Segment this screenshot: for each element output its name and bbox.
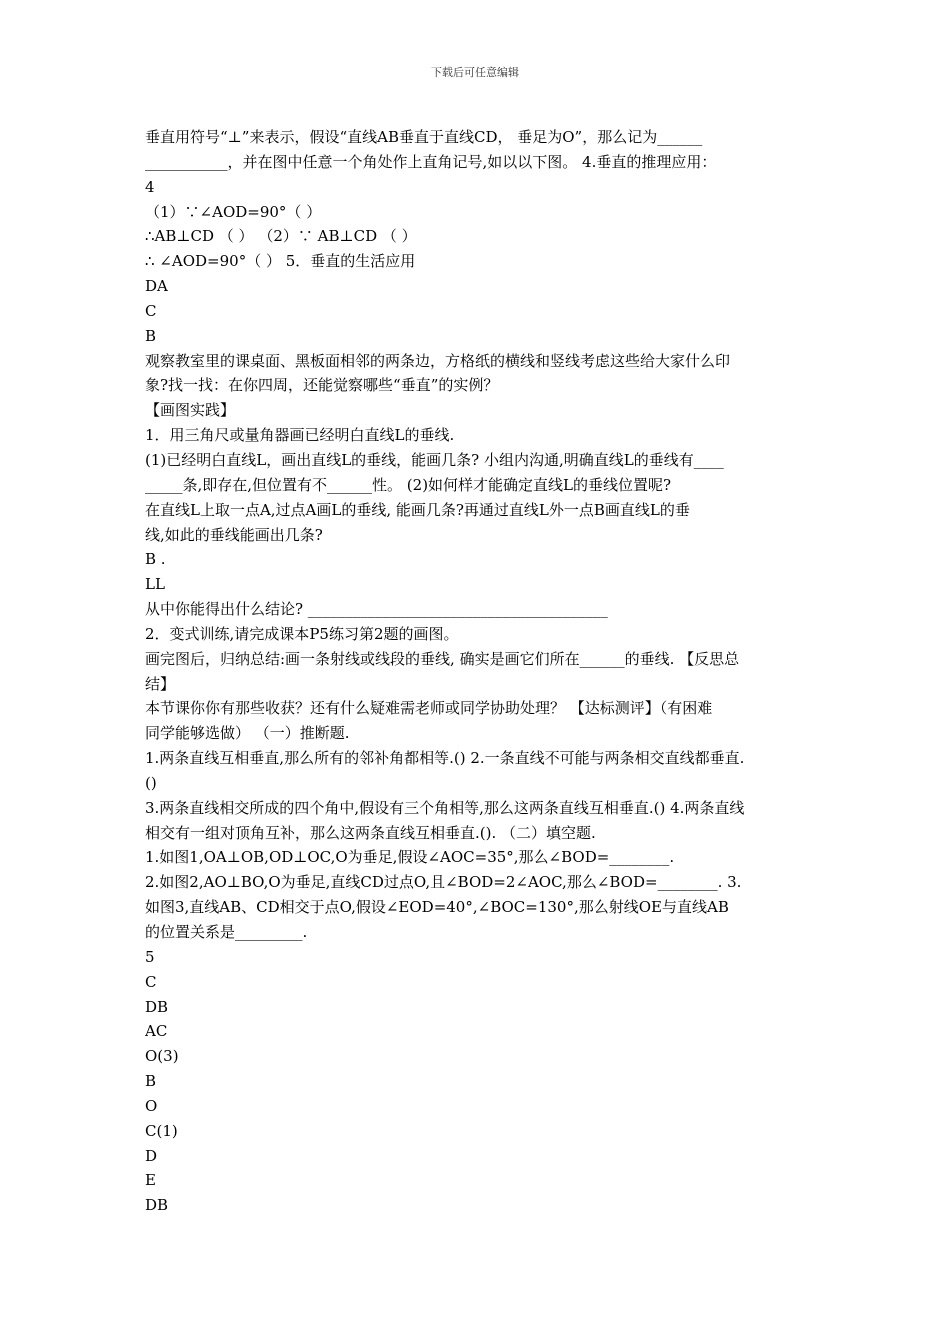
text-line: 画完图后，归纳总结:画一条射线或线段的垂线, 确实是画它们所在______的垂线. 【反思总: [145, 649, 740, 668]
text-line: _____条,即存在,但位置有不______性。 (2)如何样才能确定直线L的垂线位置呢?: [145, 475, 672, 494]
text-line: 的位置关系是_________.: [145, 923, 308, 941]
text-line: 1．用三角尺或量角器画已经明白直线L的垂线.: [145, 426, 455, 445]
document-body: [145, 125, 810, 1218]
figure-label: B .: [145, 550, 166, 569]
figure-label: O: [145, 1096, 158, 1115]
text-line: (): [145, 773, 157, 792]
text-line: 3.两条直线相交所成的四个角中,假设有三个角相等,那么这两条直线互相垂直.() 4.两条直线: [145, 798, 745, 817]
figure-label: B: [145, 326, 157, 345]
text-line: 2.如图2,AO⊥BO,O为垂足,直线CD过点O,且∠BOD=2∠AOC,那么∠BOD=________. 3.: [145, 873, 742, 892]
figure-label: LL: [145, 575, 165, 594]
text-line: 2．变式训练,请完成课本P5练习第2题的画图。: [145, 624, 459, 643]
figure-label: E: [145, 1171, 156, 1190]
section-heading: 【画图实践】: [145, 401, 236, 420]
figure-label: D: [145, 1146, 158, 1165]
text-line: 象?找一找：在你四周，还能觉察哪些“垂直”的实例？: [145, 376, 499, 395]
figure-label: 5: [145, 947, 155, 966]
text-line: 同学能够选做） （一）推断题.: [145, 724, 350, 743]
text-line: ___________，并在图中任意一个角处作上直角记号,如以以下图。 4.垂直的推理应用：: [145, 152, 717, 171]
figure-label: AC: [145, 1022, 168, 1041]
text-line: 4: [145, 177, 155, 196]
text-line: ∴AB⊥CD （ ） （2）∵ AB⊥CD （ ）: [145, 227, 417, 246]
figure-label: C: [145, 972, 157, 991]
text-line: 本节课你你有那些收获？还有什么疑难需老师或同学协助处理？ 【达标测评】（有困难: [145, 699, 713, 718]
figure-label: DB: [145, 1196, 169, 1215]
text-line: 观察教室里的课桌面、黑板面相邻的两条边，方格纸的横线和竖线考虑这些给大家什么印: [145, 351, 731, 370]
text-line: 垂直用符号“⊥”来表示，假设“直线AB垂直于直线CD， 垂足为O”，那么记为______: [145, 128, 703, 146]
text-line: 1.两条直线互相垂直,那么所有的邻补角都相等.() 2.一条直线不可能与两条相交直线都垂直.: [145, 749, 745, 768]
text-line: 线,如此的垂线能画出几条?: [145, 525, 323, 544]
figure-label: DB: [145, 997, 169, 1016]
figure-label: B: [145, 1072, 157, 1091]
text-line: (1)已经明白直线L，画出直线L的垂线，能画几条? 小组内沟通,明确直线L的垂线有____: [145, 450, 724, 469]
text-line: 在直线L上取一点A,过点A画L的垂线, 能画几条?再通过直线L外一点B画直线L的垂: [145, 500, 690, 519]
text-line: 如图3,直线AB、CD相交于点O,假设∠EOD=40°,∠BOC=130°,那么射线OE与直线AB: [145, 898, 729, 917]
text-line: ∴ ∠AOD=90°（ ） 5．垂直的生活应用: [145, 252, 416, 271]
text-line: （1）∵∠AOD=90°（ ）: [145, 202, 322, 221]
text-line: 结】: [145, 674, 176, 693]
text-line: 1.如图1,OA⊥OB,OD⊥OC,O为垂足,假设∠AOC=35°,那么∠BOD=________.: [145, 848, 675, 867]
page-header: 下载后可任意编辑: [431, 66, 519, 79]
figure-label: DA: [145, 277, 168, 296]
text-line: 从中你能得出什么结论? ________________________________________: [145, 600, 608, 619]
figure-label: C(1): [145, 1121, 178, 1140]
figure-label: C: [145, 301, 157, 320]
figure-label: O(3): [145, 1047, 179, 1066]
text-line: 相交有一组对顶角互补，那么这两条直线互相垂直.(). （二）填空题.: [145, 823, 596, 842]
